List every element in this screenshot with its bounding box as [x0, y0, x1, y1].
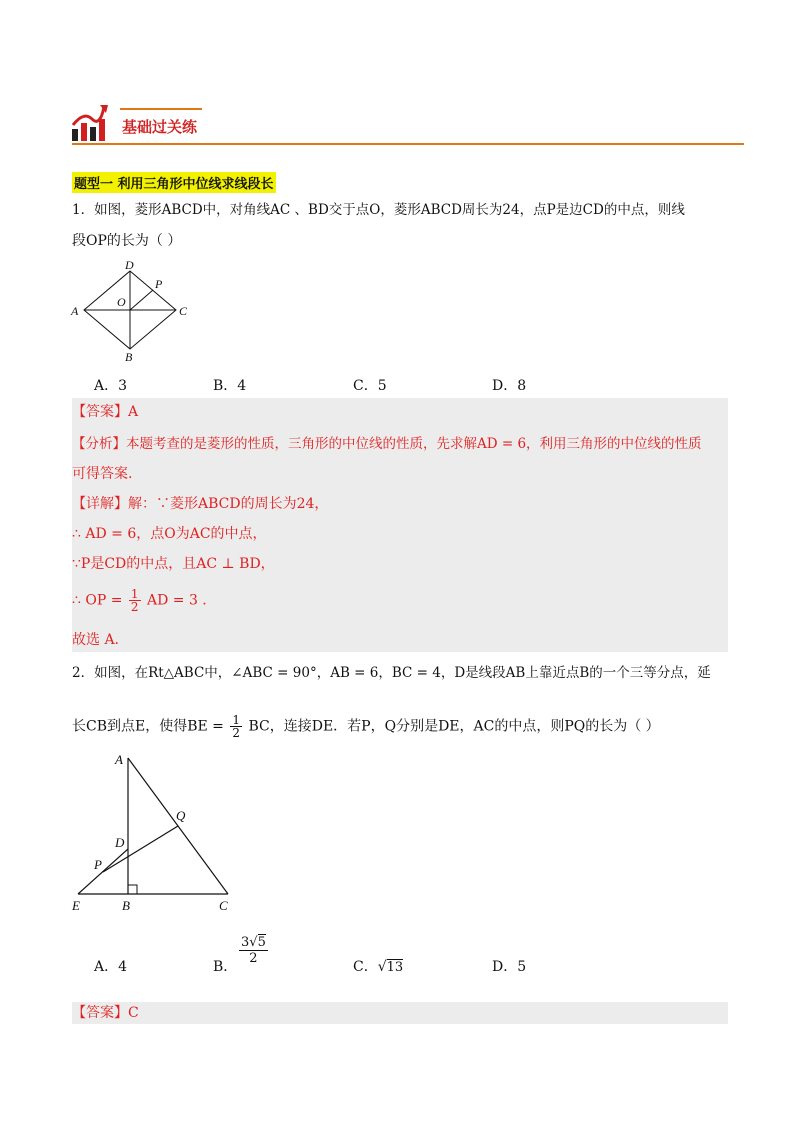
q2-text-line2 [72, 714, 660, 739]
q1-option-a: A．3 [94, 378, 128, 394]
q1-label-c: C [179, 304, 188, 318]
q1-conclusion: 故选 A. [72, 632, 120, 648]
q2-option-b-fraction [239, 935, 268, 966]
q1-label-d: D [125, 258, 134, 272]
q1-text-line2: 段OP的长为（ ） [72, 233, 182, 249]
q2-answer: 【答案】C [72, 1005, 139, 1021]
q1-half-den: 2 [130, 600, 139, 614]
q2-option-c-radicand: 13 [386, 960, 404, 975]
q2-label-q: Q [176, 808, 186, 823]
q1-detail-line2: ∴ AD = 6，点O为AC的中点， [72, 526, 267, 542]
q2-half-num: 1 [232, 713, 241, 727]
sqrt-icon: √ [249, 935, 258, 950]
header-top-rule [120, 108, 202, 110]
q1-rhombus-figure [66, 258, 196, 364]
q1-label-p: P [155, 277, 163, 291]
q1-option-c: C．5 [353, 378, 387, 394]
q2-label-p: P [94, 857, 102, 872]
q2-label-b: B [122, 898, 130, 913]
q1-option-d: D．8 [492, 378, 527, 394]
q2-line2-pre: 长CB到点E，使得BE = [72, 718, 224, 735]
q2-half-den: 2 [232, 726, 241, 740]
q2-half-fraction [230, 714, 242, 739]
q1-text-line1: 1．如图，菱形ABCD中，对角线AC 、BD交于点O，菱形ABCD周长为24，点P是边CD的中点，则线 [72, 202, 685, 218]
q1-answer: 【答案】A [72, 404, 139, 420]
q2-option-b-label: B． [213, 959, 238, 975]
q2-option-c-label: C． [353, 959, 378, 975]
q1-detail-line4-pre: ∴ OP = [72, 592, 123, 609]
q2-triangle-figure [66, 748, 246, 916]
q2-line2-post: BC，连接DE．若P，Q分别是DE，AC的中点，则PQ的长为（ ） [248, 718, 660, 735]
chart-growth-icon [70, 103, 112, 143]
q1-detail-line1: 【详解】解：∵菱形ABCD的周长为24， [72, 496, 329, 512]
q1-label-o: O [117, 295, 126, 309]
q1-detail-line4-post: AD = 3 . [146, 592, 207, 609]
q1-half-num: 1 [130, 587, 139, 601]
q2-solution-box [72, 1002, 728, 1024]
q2-option-b-num [239, 935, 268, 950]
q2-option-b-radicand: 5 [257, 935, 266, 950]
q2-option-b-den: 2 [249, 951, 258, 966]
q2-label-e: E [72, 898, 80, 913]
q1-label-a: A [71, 304, 79, 318]
q1-analysis-line2: 可得答案. [72, 466, 133, 482]
q1-analysis-line1: 【分析】本题考查的是菱形的性质，三角形的中位线的性质，先求解AD = 6，利用三角形的中位线的性质 [72, 436, 702, 452]
header-rule [72, 143, 744, 145]
q2-label-d: D [115, 835, 125, 850]
q2-option-c [353, 956, 403, 976]
q2-option-b-coef: 3 [241, 935, 250, 950]
q1-detail-line3: ∵P是CD的中点，且AC ⊥ BD， [72, 556, 275, 572]
q1-label-b: B [125, 350, 133, 364]
q2-text-line1: 2．如图，在Rt△ABC中，∠ABC = 90°，AB = 6，BC = 4，D是线段AB上靠近点B的一个三等分点，延 [72, 665, 711, 681]
section-title: 题型一 利用三角形中位线求线段长 [72, 172, 276, 193]
header-title: 基础过关练 [122, 118, 198, 136]
q1-option-b: B．4 [213, 378, 247, 394]
q2-label-c: C [219, 898, 228, 913]
q2-option-d: D．5 [492, 959, 527, 975]
sqrt-icon: √ [377, 959, 387, 975]
q1-detail-line4 [72, 588, 207, 613]
q1-half-fraction [129, 588, 141, 613]
q2-label-a: A [115, 752, 123, 767]
q2-option-a: A．4 [94, 959, 128, 975]
